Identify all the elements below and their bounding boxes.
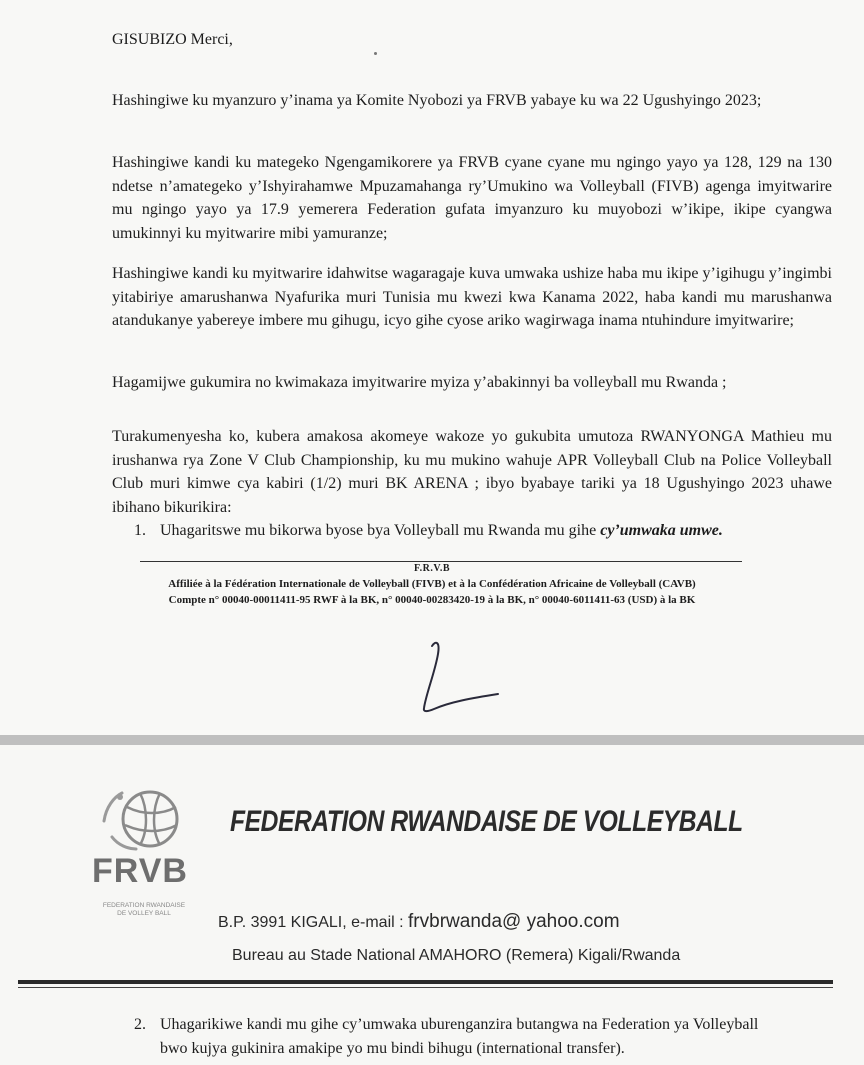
footer-bank-accounts: Compte n° 00040-00011411-95 RWF à la BK, n° 00040-00283420-19 à la BK, n° 00040-6011411-63 (USD) à la BK [168,594,696,606]
item-text: Uhagaritswe mu bikorwa byose bya Volleyball mu Rwanda mu gihe [160,522,601,539]
item-emphasis: cy’umwaka umwe. [600,522,723,539]
footer-affiliation: Affiliée à la Fédération Internationale de Volleyball (FIVB) et à la Confédération Africaine de Volleyball (CAVB) [168,578,696,590]
salutation: GISUBIZO Merci, [112,31,233,48]
volleyball-logo-icon [92,785,202,860]
footer-title: F.R.V.B [413,563,450,574]
logo-wordmark: FRVB [92,852,188,890]
letterhead-rule-thick [18,980,833,984]
office-address: Bureau au Stade National AMAHORO (Remera) Kigali/Rwanda [232,947,681,964]
handwritten-signature [410,632,510,722]
contact-prefix: B.P. 3991 KIGALI, e-mail : [218,914,409,931]
paragraph-3: Hashingiwe kandi ku myitwarire idahwitse wagaragaje kuva umwaka ushize haba mu ikipe y’igihugu y’ingimbi yitabiriye amarushanwa Nyafurika muri Tunisia mu kwezi kwa Kanama 2022, haba kandi mu marushanwa atandukanye yabereye imbere mu gihugu, icyo gihe cyose ariko wagirwaga inama ntuhindure imyitwarire; [112,265,832,329]
letterhead-rule-thin [18,987,833,988]
paragraph-2: Hashingiwe kandi ku mategeko Ngengamikorere ya FRVB cyane cyane mu ngingo yayo ya 128, 129 na 130 ndetse n’amategeko y’Ishyirahamwe Mpuzamahanga ry’Umukino wa Volleyball (FIVB) agenga imyitwarire mu ngingo yayo ya 17.9 yemerera Federation gufata imyanzuro ku muyobozi w’ikipe, ikipe cyangwa umukinnyi ku myitwarire mibi yamuranze; [112,154,832,242]
logo-subtitle-line-2: DE VOLLEY BALL [117,910,171,917]
sanction-item-1 [134,519,834,543]
footer-divider [140,561,742,562]
item-number: 2. [134,1016,146,1033]
page-gap [0,735,864,745]
item-text-line-2: bwo kujya gukinira amakipe yo mu bindi bihugu (international transfer). [160,1039,625,1057]
item-text-line-1: Uhagarikiwe kandi mu gihe cy’umwaka uburenganzira butangwa na Federation ya Volleyball [160,1016,759,1033]
paragraph-4: Hagamijwe gukumira no kwimakaza imyitwarire myiza y’abakinnyi ba volleyball mu Rwanda ; [112,374,727,391]
sanction-item-2 [134,1013,834,1060]
item-number: 1. [134,522,146,539]
paragraph-1: Hashingiwe ku myanzuro y’inama ya Komite Nyobozi ya FRVB yabaye ku wa 22 Ugushyingo 2023; [112,92,762,109]
contact-line [218,911,620,933]
contact-email: frvbrwanda@ yahoo.com [408,911,620,932]
logo-subtitle-line-1: FEDERATION RWANDAISE [102,902,186,909]
ink-speck [374,52,377,55]
organization-name: FEDERATION RWANDAISE DE VOLLEYBALL [230,805,743,838]
paragraph-5: Turakumenyesha ko, kubera amakosa akomeye wakoze yo gukubita umutoza RWANYONGA Mathieu mu irushanwa rya Zone V Club Championship, ku mu mukino wahuje APR Volleyball Club na Police Volleyball Club muri kimwe cya kabiri (1/2) muri BK ARENA ; ibyo byabaye tariki ya 18 Ugushyingo 2023 uhawe ibihano bikurikira: [112,428,832,516]
logo-subtitle [84,902,204,918]
